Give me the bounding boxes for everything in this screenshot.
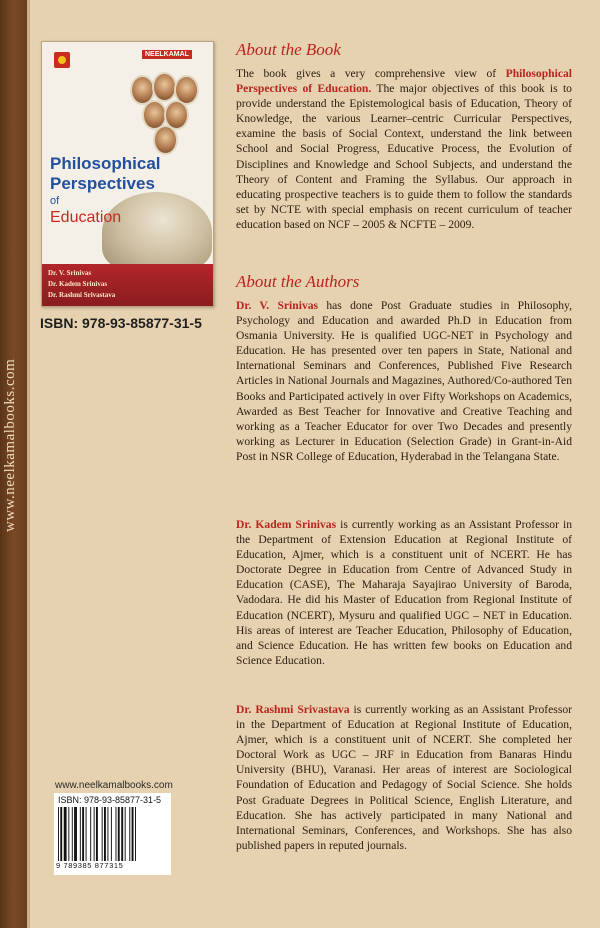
author-bio [236, 298, 572, 464]
about-book-body: The major objectives of this book is to provide understand the Epistemological basis of Education, Theory of Knowledge, the various Learner–centric Curricular Perspectives, examine the basis of Social Context, understand the link between School and Social Progress, Educative Process, the Evolution of Disciplines and Knowledge and School Subjects, and understand the Theory of Content and Framing the Syllabus. Our approach in educating prospective teachers is to guide them to follow the standards set by NCTE with special emphasis on recent curriculum of teacher education based on NCF – 2005 & NCFTE – 2009. [236, 82, 572, 231]
book-cover-thumbnail [41, 41, 214, 307]
author-name: Dr. Kadem Srinivas [236, 518, 337, 531]
author-bio [236, 517, 572, 668]
about-book-intro: The book gives a very comprehensive view of [236, 67, 506, 80]
barcode-digits: 9 789385 877315 [56, 861, 124, 870]
thumbnail-title [50, 154, 170, 228]
publisher-logo-icon [54, 52, 70, 68]
author-bio-text: is currently working as an Assistant Professor in the Department of Extension Education at Regional Institute of Education, Ajmer, which is a constituent unit of NCERT. He has Doctorate Degree in Education from Centre of Advanced Study in Education (CASE), The Maharaja Sayajirao University of Baroda, Vadodara. He did his Master of Education from Regional Institute of Education (NCERT), Mysuru and qualified UGC – NET in Education. His areas of interest are Teacher Education, Philosophy of Education, and Science Education. He has written few books on Education and Science Education. [236, 518, 572, 667]
about-book-title: Philosophical Perspectives of Education. [236, 67, 572, 96]
author-name: Dr. Rashmi Srivastava [236, 703, 350, 716]
thumbnail-author: Dr. V. Srinivas [48, 269, 92, 277]
author-bio-text: is currently working as an Assistant Professor in the Department of Education at Regional Institute of Education, Ajmer, which is a constituent unit of NCERT. She completed her Doctoral Work as UGC – JRF in Education from Banaras Hindu University (BHU), Varanasi. Her areas of interest are Sociological Foundation of Education and Pedagogy of Social Science. She holds Post Graduate Degrees in Political Science, English Literature, and Education. She has actively participated in many National and International Seminars, Conferences, and Workshops. She has also published papers in reputed journals. [236, 703, 572, 852]
thumbnail-title-line3: Education [50, 209, 122, 226]
thumbnail-author: Dr. Rashmi Srivastava [48, 291, 116, 299]
about-book-heading: About the Book [236, 40, 341, 59]
thumbnail-publisher: NEELKAMAL [142, 50, 192, 59]
author-bio-text: has done Post Graduate studies in Philosophy, Psychology and Education and awarded Ph.D in Education from Osmania University. He is qualified UGC-NET in Psychology and Education. He has presented over ten papers in State, National and International Seminars and Conferences, Published Five Research Articles in National Journals and Magazines, Authored/Co-authored Ten Books and Participated actively in over Fifty Workshops on Academics, Awarded as Best Teacher for Innovative and Creative Teaching and working as a Teacher Educator for over Two Decades and presently working as Lecturer in Education (Selection Grade) in Grant-in-Aid Post in NSR College of Education, Hyderabad in the Telangana State. [236, 299, 572, 463]
author-name: Dr. V. Srinivas [236, 299, 319, 312]
about-book-text [236, 66, 572, 232]
author-bio [236, 702, 572, 853]
thumbnail-author-band [42, 264, 213, 306]
barcode-site-url: www.neelkamalbooks.com [55, 780, 173, 791]
portrait-icon [153, 125, 178, 155]
about-authors-heading: About the Authors [236, 272, 360, 291]
barcode-bars-icon [58, 807, 167, 861]
isbn-label: ISBN: 978-93-85877-31-5 [40, 315, 202, 331]
spine-fold [27, 0, 30, 928]
thumbnail-author: Dr. Kadem Srinivas [48, 280, 108, 288]
thumbnail-title-line2: Perspectives [50, 174, 155, 193]
thumbnail-title-of: of [50, 195, 60, 207]
barcode-isbn: ISBN: 978-93-85877-31-5 [58, 795, 162, 805]
thumbnail-title-line1: Philosophical [50, 154, 161, 173]
barcode [54, 793, 171, 875]
spine-url: www.neelkamalbooks.com [2, 358, 18, 532]
